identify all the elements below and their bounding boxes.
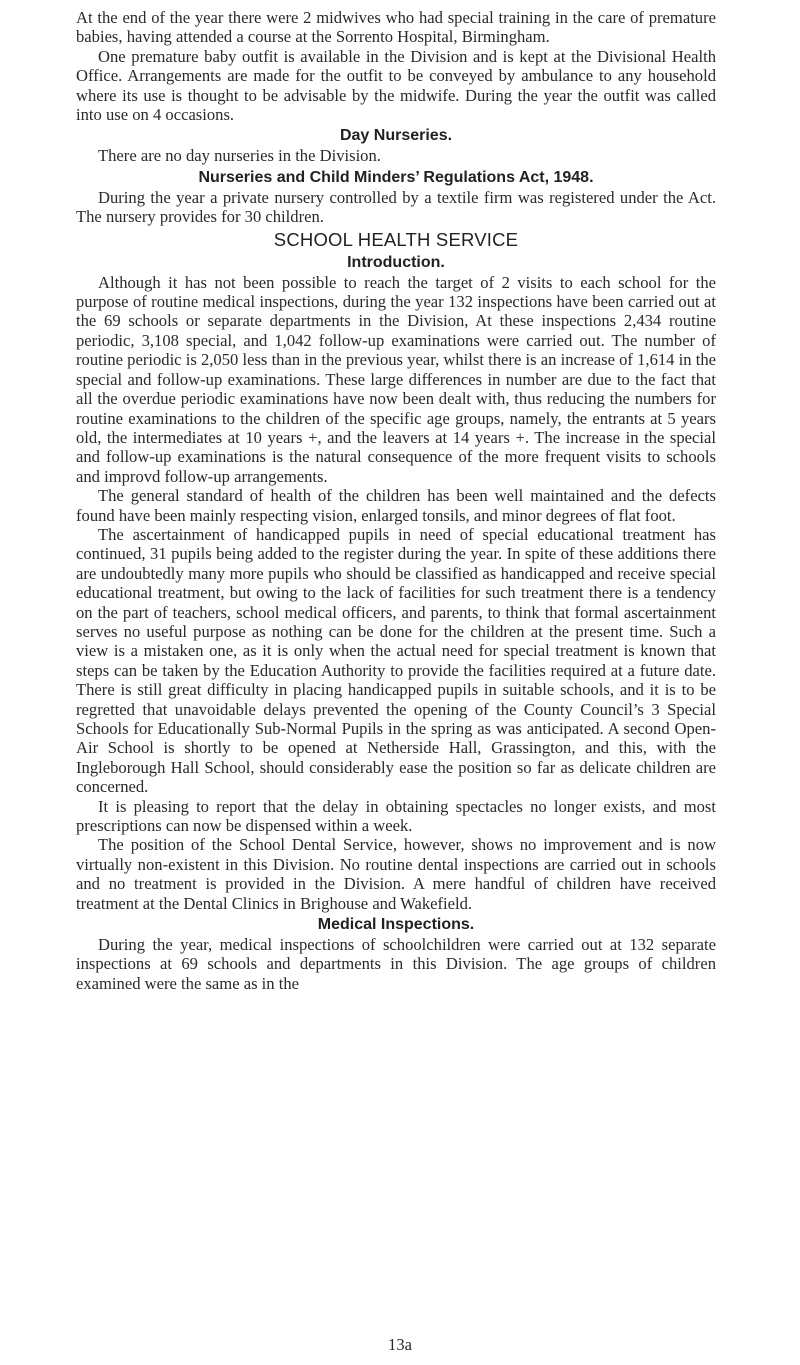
heading-day-nurseries: Day Nurseries. — [339, 127, 453, 145]
paragraph-premature-outfit: One premature baby outfit is available in the Division and is kept at the Divisional Health Office. Arrangements are made for the outfit to be conveyed by ambulance to any household where its use is thought to be advisable by the midwife. During the year the outfit was called into use on 4 occasions. — [76, 46, 716, 125]
paragraph-introduction-2: The general standard of health of the children has been well maintained and the defects found have been mainly respecting vision, enlarged tonsils, and minor degrees of flat foot. — [76, 486, 716, 525]
heading-nurseries-act: Nurseries and Child Minders’ Regulations Act, 1948. — [198, 168, 594, 186]
heading-medical-inspections: Medical Inspections. — [317, 916, 475, 934]
heading-introduction: Introduction. — [347, 253, 445, 271]
heading-school-health-service: SCHOOL HEALTH SERVICE — [273, 228, 519, 250]
document-page — [76, 8, 716, 993]
paragraph-introduction-5: The position of the School Dental Service, however, shows no improvement and is now virtually non-existent in this Division. No routine dental inspections are carried out in schools and no treatment is provided in the Division. A mere handful of children have received treatment at the Dental Clinics in Brighouse and Wakefield. — [76, 835, 716, 913]
paragraph-nurseries-act: During the year a private nursery controlled by a textile firm was registered under the Act. The nursery provides for 30 children. — [76, 187, 716, 227]
paragraph-introduction-4: It is pleasing to report that the delay in obtaining spectacles no longer exists, and most prescriptions can now be dispensed within a week. — [76, 796, 716, 836]
paragraph-introduction-3: The ascertainment of handicapped pupils in need of special educational treatment has continued, 31 pupils being added to the register during the year. In spite of these additions there are undoubtedly many more pupils who should be classified as handicapped and receive special educational treatment, but owing to the lack of facilities for such treatment there is a tendency on the part of teachers, school medical officers, and parents, to think that formal ascertainment serves no useful purpose as nothing can be done for the children at the present time. Such a view is a mistaken one, as it is only when the actual need for special treatment is known that steps can be taken by the Education Authority to provide the facilities required at a future date. There is still great difficulty in placing handicapped pupils in suitable schools, and it is to be regretted that unavoidable delays prevented the opening of the County Council’s 3 Special Schools for Educationally Sub-Normal Pupils in the spring as was anticipated. A second Open-Air School is shortly to be opened at Netherside Hall, Grassington, and this, with the Ingleborough Hall School, should considerably ease the position so far as delicate children are concerned. — [76, 524, 716, 797]
paragraph-medical-inspections: During the year, medical inspections of schoolchildren were carried out at 132 separate inspections at 69 schools and departments in this Division. The age groups of children examined were the same as in the — [76, 935, 716, 993]
paragraph-midwives: At the end of the year there were 2 midwives who had special training in the care of premature babies, having attended a course at the Sorrento Hospital, Birmingham. — [76, 8, 716, 47]
page-number: 13a — [388, 1335, 412, 1354]
paragraph-introduction-1: Although it has not been possible to reach the target of 2 visits to each school for the purpose of routine medical inspections, during the year 132 inspections have been carried out at the 69 schools or separate departments in the Division, At these inspections 2,434 routine periodic, 3,108 special, and 1,042 follow-up examinations were carried out. The number of routine periodic is 2,050 less than in the previous year, whilst there is an increase of 1,614 in the special and follow-up examinations. These large differences in number are due to the fact that all the overdue periodic examinations have now been dealt with, thus reducing the numbers for routine examinations to the children of the specific age groups, namely, the entrants at 5 years old, the intermediates at 10 years +, and the leavers at 14 years +. The increase in the special and follow-up examinations is the natural consequence of the more frequent visits to schools and improvd follow-up arrangements. — [76, 272, 716, 486]
paragraph-day-nurseries: There are no day nurseries in the Division. — [98, 146, 381, 166]
